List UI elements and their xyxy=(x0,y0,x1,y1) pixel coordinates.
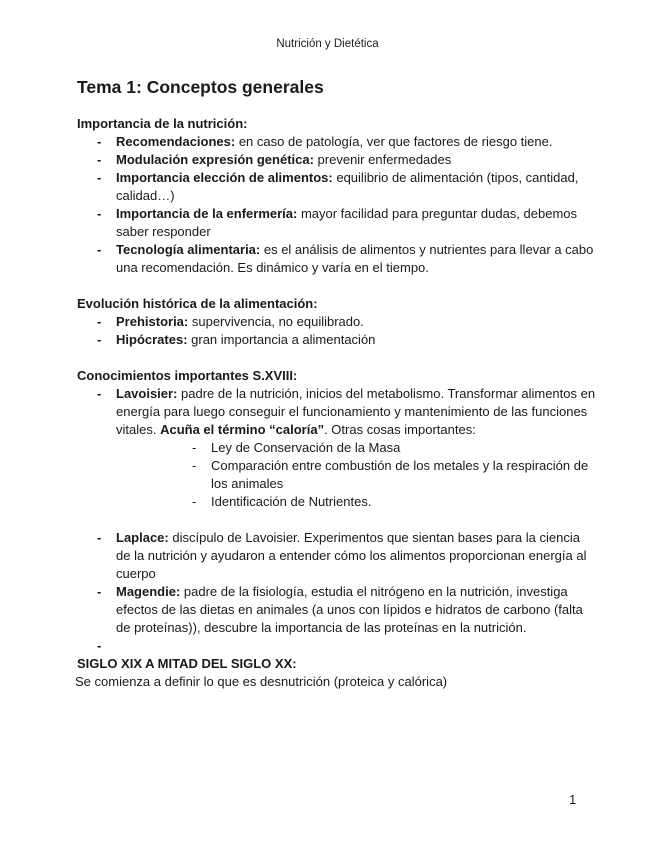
item-term: Importancia elección de alimentos: xyxy=(116,170,333,185)
section-heading: SIGLO XIX A MITAD DEL SIGLO XX: xyxy=(77,656,297,671)
sub-list-item: - Identificación de Nutrientes. xyxy=(192,493,597,511)
list-item xyxy=(77,331,597,349)
item-term: Importancia de la enfermería: xyxy=(116,206,298,221)
item-term: Hipócrates: xyxy=(116,332,188,347)
item-text: discípulo de Lavoisier. Experimentos que sientan bases para la ciencia de la nutrición y ayudaron a entender cómo los alimentos proporcionan energía al cuerpo xyxy=(116,530,587,581)
item-text: mayor facilidad para preguntar dudas, debemos saber responder xyxy=(116,206,578,239)
page-number: 1 xyxy=(569,792,577,807)
sub-list-item: - Comparación entre combustión de los metales y la respiración de los animales xyxy=(192,457,597,493)
running-header: Nutrición y Dietética xyxy=(276,38,379,50)
item-text: supervivencia, no equilibrado. xyxy=(188,314,364,329)
item-term: Lavoisier: xyxy=(116,386,178,401)
spacer xyxy=(77,511,597,529)
list-item xyxy=(77,529,597,583)
item-text: gran importancia a alimentación xyxy=(187,332,376,347)
section-conocimientos xyxy=(77,367,597,655)
section-heading: Importancia de la nutrición: xyxy=(77,116,248,131)
item-term: Magendie: xyxy=(116,584,181,599)
list-item xyxy=(77,583,597,637)
item-text-after: . Otras cosas importantes: xyxy=(324,422,476,437)
section-heading: Evolución histórica de la alimentación: xyxy=(77,296,318,311)
bullet-list xyxy=(77,385,597,439)
list-item xyxy=(77,133,597,151)
item-term: Recomendaciones: xyxy=(116,134,236,149)
item-text: es el análisis de alimentos y nutrientes para llevar a cabo una recomendación. Es dinámico y varía en el tiempo. xyxy=(116,242,594,275)
section-siglo-xix xyxy=(77,655,597,691)
document-title: Tema 1: Conceptos generales xyxy=(77,77,324,97)
item-text: padre de la nutrición, inicios del metabolismo. Transformar alimentos en energía para luego conseguir el funcionamiento y mantenimiento de las funciones vitales. xyxy=(116,386,596,437)
section-text: Se comienza a definir lo que es desnutrición (proteica y calórica) xyxy=(75,674,448,689)
section-heading: Conocimientos importantes S.XVIII: xyxy=(77,368,298,383)
list-item xyxy=(77,385,597,439)
item-term: Modulación expresión genética: xyxy=(116,152,314,167)
list-item xyxy=(77,241,597,277)
list-item xyxy=(77,151,597,169)
item-term: Tecnología alimentaria: xyxy=(116,242,261,257)
section-evolucion xyxy=(77,295,597,349)
section-importancia xyxy=(77,115,597,277)
list-item xyxy=(77,205,597,241)
item-text: equilibrio de alimentación (tipos, cantidad, calidad…) xyxy=(116,170,579,203)
item-text: padre de la fisiología, estudia el nitrógeno en la nutrición, investiga efectos de las dietas en animales (a unos con lípidos e hidratos de carbono (falta de proteínas)), descubre la importancia de las proteínas en la nutrición. xyxy=(116,584,583,635)
sub-list-item: - Ley de Conservación de la Masa xyxy=(192,439,597,457)
item-text: en caso de patología, ver que factores de riesgo tiene. xyxy=(235,134,553,149)
bullet-list xyxy=(77,313,597,349)
list-item xyxy=(77,169,597,205)
list-item xyxy=(77,313,597,331)
bullet-list xyxy=(77,133,597,277)
item-bold-text: Acuña el término “caloría” xyxy=(160,422,325,437)
sub-list xyxy=(77,439,597,511)
document-content xyxy=(77,76,597,691)
item-text: prevenir enfermedades xyxy=(313,152,452,167)
item-term: Prehistoria: xyxy=(116,314,189,329)
item-term: Laplace: xyxy=(116,530,169,545)
bullet-list xyxy=(77,529,597,655)
empty-list-item xyxy=(77,637,597,655)
